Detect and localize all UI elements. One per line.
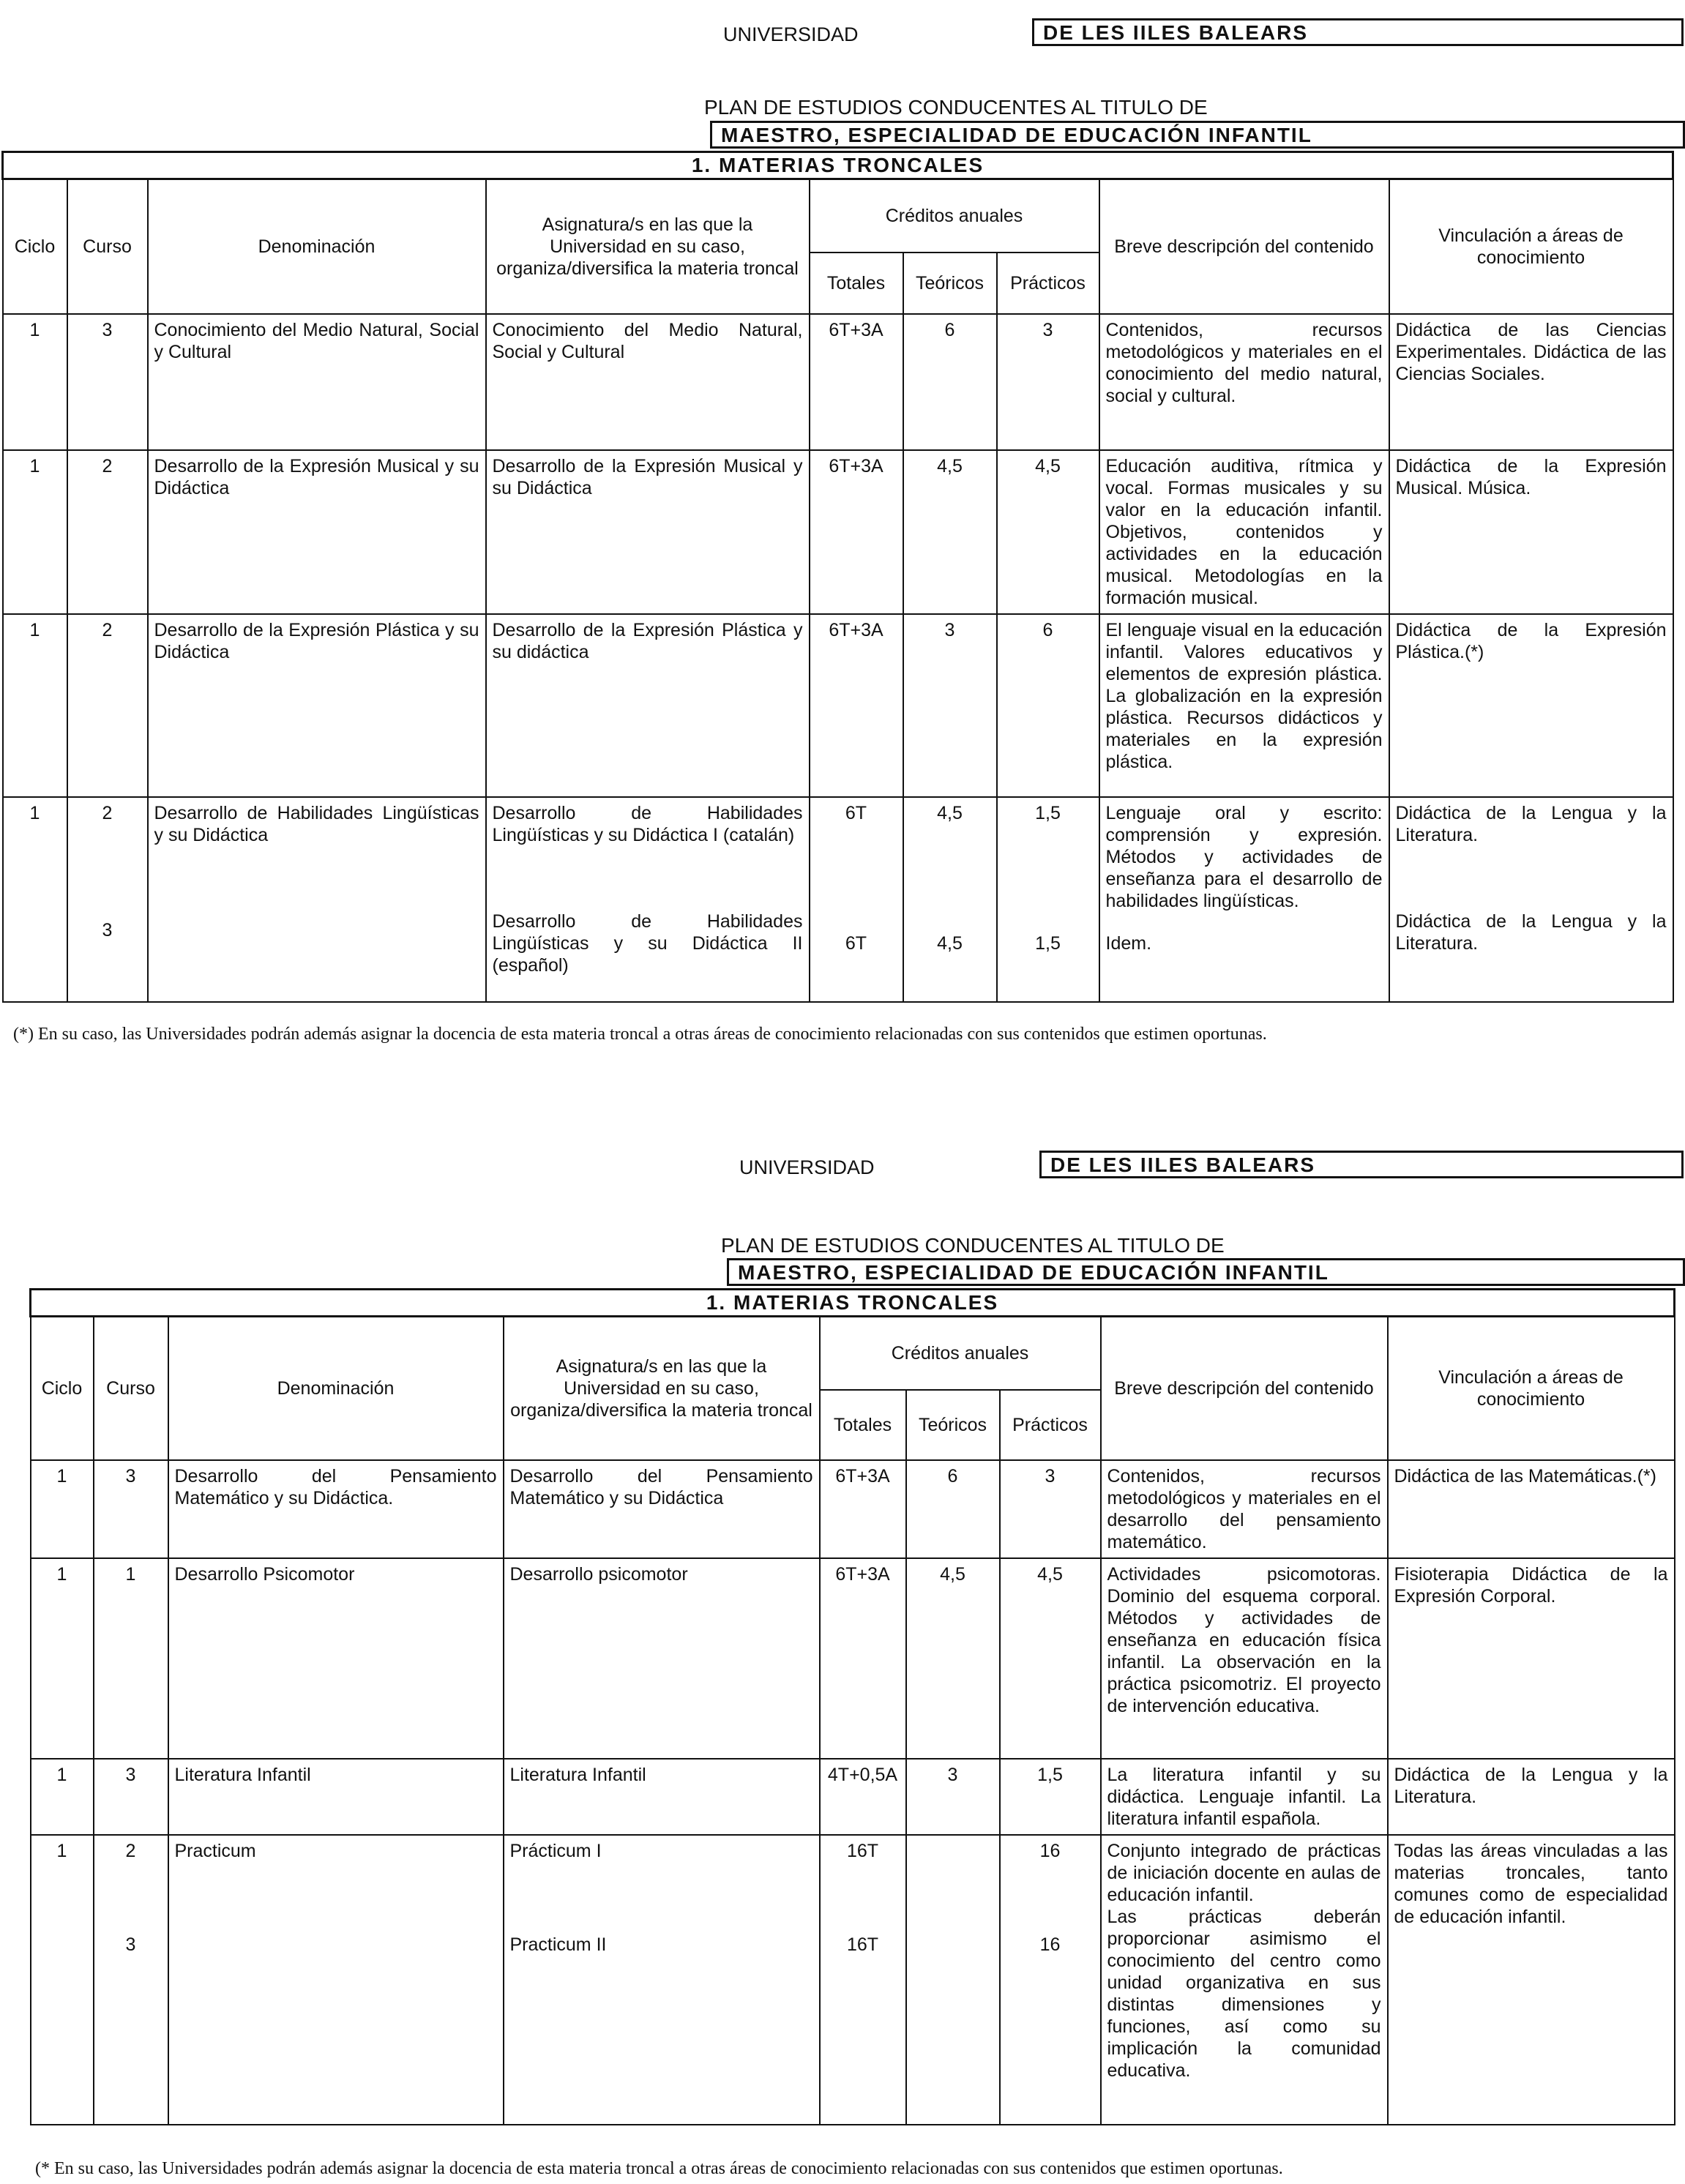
table-row bbox=[3, 797, 1673, 1002]
cell-denominacion: Desarrollo de Habilidades Lingüísticas y su Didáctica bbox=[148, 797, 486, 1002]
header-ciclo: Ciclo bbox=[31, 1317, 94, 1460]
cell-curso-sub: 3 bbox=[125, 1934, 136, 1955]
cell-practicos: 1,5 bbox=[1000, 1759, 1101, 1835]
cell-practicos-sub: 1,5 bbox=[1035, 932, 1061, 954]
cell-asignatura: Conocimiento del Medio Natural, Social y Cultural bbox=[486, 314, 810, 450]
university-name-box: DE LES IILES BALEARS bbox=[1032, 18, 1684, 46]
cell-totales: 6T+3A bbox=[820, 1460, 906, 1558]
cell-asignatura-main: Desarrollo de Habilidades Lingüísticas y su Didáctica I (catalán) bbox=[492, 802, 803, 845]
cell-asignatura bbox=[486, 797, 810, 1002]
troncales-table bbox=[1, 151, 1674, 1003]
cell-ciclo: 1 bbox=[3, 614, 67, 797]
header-denominacion: Denominación bbox=[148, 179, 486, 314]
cell-asignatura-sub: Practicum II bbox=[509, 1934, 607, 1955]
cell-teoricos: 3 bbox=[906, 1759, 1000, 1835]
cell-asignatura: Desarrollo de la Expresión Musical y su Didáctica bbox=[486, 450, 810, 614]
cell-descripcion: Contenidos, recursos metodológicos y materiales en el desarrollo del pensamiento matemático. bbox=[1101, 1460, 1388, 1558]
header-asignatura: Asignatura/s en las que la Universidad en su caso, organiza/diversifica la materia troncal bbox=[486, 179, 810, 314]
header-descripcion: Breve descripción del contenido bbox=[1101, 1317, 1388, 1460]
cell-curso: 2 bbox=[67, 614, 148, 797]
cell-curso bbox=[67, 797, 148, 1002]
plan-title-box: MAESTRO, ESPECIALIDAD DE EDUCACIÓN INFANTIL bbox=[727, 1258, 1685, 1286]
cell-curso-sub: 3 bbox=[102, 919, 113, 940]
cell-denominacion: Desarrollo de la Expresión Plástica y su Didáctica bbox=[148, 614, 486, 797]
cell-descripcion-sub: Idem. bbox=[1105, 932, 1152, 954]
cell-denominacion: Practicum bbox=[168, 1835, 504, 2125]
header-descripcion: Breve descripción del contenido bbox=[1099, 179, 1389, 314]
cell-descripcion: Educación auditiva, rítmica y vocal. Formas musicales y su valor en la educación infantil. Objetivos, contenidos y actividades en la educación musical. Metodologías en la formación musical. bbox=[1099, 450, 1389, 614]
cell-totales-main: 16T bbox=[846, 1840, 879, 1861]
cell-ciclo: 1 bbox=[3, 450, 67, 614]
footnote: (*) En su caso, las Universidades podrán además asignar la docencia de esta materia troncal a otras áreas de conocimiento relacionadas con sus contenidos que estimen oportunas. bbox=[13, 1025, 1267, 1044]
cell-practicos: 3 bbox=[997, 314, 1099, 450]
cell-totales: 6T+3A bbox=[810, 314, 903, 450]
header-vinculacion: Vinculación a áreas de conocimiento bbox=[1389, 179, 1673, 314]
cell-curso bbox=[94, 1835, 168, 2125]
cell-denominacion: Desarrollo de la Expresión Musical y su Didáctica bbox=[148, 450, 486, 614]
cell-totales: 6T+3A bbox=[820, 1558, 906, 1759]
cell-practicos: 3 bbox=[1000, 1460, 1101, 1558]
cell-descripcion: Contenidos, recursos metodológicos y materiales en el conocimiento del medio natural, social y cultural. bbox=[1099, 314, 1389, 450]
header-totales: Totales bbox=[820, 1390, 906, 1460]
cell-totales bbox=[810, 797, 903, 1002]
header-teoricos: Teóricos bbox=[906, 1390, 1000, 1460]
section-title: 1. MATERIAS TRONCALES bbox=[3, 152, 1673, 179]
cell-asignatura: Desarrollo psicomotor bbox=[504, 1558, 820, 1759]
plan-title-box: MAESTRO, ESPECIALIDAD DE EDUCACIÓN INFANTIL bbox=[710, 121, 1685, 149]
table-row bbox=[3, 450, 1673, 614]
table-row bbox=[31, 1460, 1675, 1558]
cell-ciclo: 1 bbox=[31, 1759, 94, 1835]
cell-teoricos: 6 bbox=[903, 314, 997, 450]
cell-curso: 3 bbox=[94, 1460, 168, 1558]
table-row bbox=[31, 1759, 1675, 1835]
cell-teoricos: 4,5 bbox=[903, 450, 997, 614]
cell-asignatura: Desarrollo de la Expresión Plástica y su didáctica bbox=[486, 614, 810, 797]
cell-vinculacion-main: Didáctica de la Lengua y la Literatura. bbox=[1395, 802, 1667, 845]
cell-ciclo: 1 bbox=[31, 1460, 94, 1558]
cell-practicos: 4,5 bbox=[997, 450, 1099, 614]
plan-label: PLAN DE ESTUDIOS CONDUCENTES AL TITULO DE bbox=[721, 1234, 1225, 1257]
cell-vinculacion: Didáctica de las Ciencias Experimentales. Didáctica de las Ciencias Sociales. bbox=[1389, 314, 1673, 450]
cell-asignatura bbox=[504, 1835, 820, 2125]
cell-practicos: 6 bbox=[997, 614, 1099, 797]
cell-denominacion: Literatura Infantil bbox=[168, 1759, 504, 1835]
cell-vinculacion: Didáctica de la Expresión Plástica.(*) bbox=[1389, 614, 1673, 797]
header-teoricos: Teóricos bbox=[903, 253, 997, 314]
cell-teoricos: 3 bbox=[903, 614, 997, 797]
header-denominacion: Denominación bbox=[168, 1317, 504, 1460]
cell-vinculacion bbox=[1389, 797, 1673, 1002]
cell-practicos: 4,5 bbox=[1000, 1558, 1101, 1759]
cell-curso-main: 2 bbox=[125, 1840, 136, 1861]
cell-vinculacion bbox=[1388, 1835, 1675, 2125]
cell-denominacion: Conocimiento del Medio Natural, Social y Cultural bbox=[148, 314, 486, 450]
cell-descripcion-sub: Las prácticas deberán proporcionar asimismo el conocimiento del centro como unidad organizativa en sus distintas dimensiones y funciones, así como su implicación la comunidad educativa. bbox=[1107, 1906, 1381, 2081]
cell-asignatura: Desarrollo del Pensamiento Matemático y su Didáctica bbox=[504, 1460, 820, 1558]
header-creditos: Créditos anuales bbox=[810, 179, 1099, 253]
cell-asignatura-main: Prácticum I bbox=[509, 1840, 602, 1861]
cell-practicos bbox=[1000, 1835, 1101, 2125]
cell-descripcion bbox=[1099, 797, 1389, 1002]
cell-practicos-sub: 16 bbox=[1039, 1934, 1061, 1955]
header-creditos: Créditos anuales bbox=[820, 1317, 1101, 1390]
cell-vinculacion-main: Todas las áreas vinculadas a las materias troncales, tanto comunes como de especialidad de educación infantil. bbox=[1394, 1840, 1668, 1927]
cell-descripcion-main: Lenguaje oral y escrito: comprensión y expresión. Métodos y actividades de enseñanza para el desarrollo de habilidades lingüísticas. bbox=[1105, 802, 1383, 911]
cell-descripcion bbox=[1101, 1835, 1388, 2125]
cell-ciclo: 1 bbox=[31, 1558, 94, 1759]
cell-totales: 4T+0,5A bbox=[820, 1759, 906, 1835]
header-practicos: Prácticos bbox=[997, 253, 1099, 314]
cell-asignatura-sub: Desarrollo de Habilidades Lingüísticas y su Didáctica II (español) bbox=[492, 910, 803, 976]
cell-curso: 2 bbox=[67, 450, 148, 614]
cell-descripcion: Actividades psicomotoras. Dominio del esquema corporal. Métodos y actividades de enseñanza en educación física infantil. La observación en la práctica psicomotriz. El proyecto de intervención educativa. bbox=[1101, 1558, 1388, 1759]
cell-vinculacion: Fisioterapia Didáctica de la Expresión Corporal. bbox=[1388, 1558, 1675, 1759]
cell-curso: 1 bbox=[94, 1558, 168, 1759]
university-label: UNIVERSIDAD bbox=[739, 1156, 875, 1178]
header-curso: Curso bbox=[94, 1317, 168, 1460]
cell-teoricos-main: 4,5 bbox=[937, 802, 963, 823]
cell-vinculacion: Didáctica de la Expresión Musical. Música. bbox=[1389, 450, 1673, 614]
troncales-table bbox=[29, 1288, 1675, 2125]
table-row bbox=[31, 1558, 1675, 1759]
cell-ciclo: 1 bbox=[3, 314, 67, 450]
header-totales: Totales bbox=[810, 253, 903, 314]
header-ciclo: Ciclo bbox=[3, 179, 67, 314]
cell-totales: 6T+3A bbox=[810, 450, 903, 614]
cell-asignatura: Literatura Infantil bbox=[504, 1759, 820, 1835]
plan-label: PLAN DE ESTUDIOS CONDUCENTES AL TITULO DE bbox=[704, 96, 1208, 119]
cell-descripcion-main: Conjunto integrado de prácticas de iniciación docente en aulas de educación infantil. bbox=[1107, 1840, 1381, 1905]
cell-practicos bbox=[997, 797, 1099, 1002]
university-name-box: DE LES IILES BALEARS bbox=[1039, 1151, 1684, 1178]
cell-totales-sub: 16T bbox=[846, 1934, 879, 1955]
cell-teoricos bbox=[906, 1835, 1000, 2125]
table-row bbox=[3, 614, 1673, 797]
cell-descripcion: La literatura infantil y su didáctica. Lenguaje infantil. La literatura infantil española. bbox=[1101, 1759, 1388, 1835]
university-label: UNIVERSIDAD bbox=[723, 23, 859, 45]
cell-ciclo: 1 bbox=[31, 1835, 94, 2125]
cell-denominacion: Desarrollo del Pensamiento Matemático y su Didáctica. bbox=[168, 1460, 504, 1558]
cell-teoricos: 4,5 bbox=[906, 1558, 1000, 1759]
cell-totales-main: 6T bbox=[845, 802, 867, 823]
cell-practicos-main: 16 bbox=[1039, 1840, 1061, 1861]
cell-practicos-main: 1,5 bbox=[1035, 802, 1061, 823]
cell-totales-sub: 6T bbox=[845, 932, 867, 954]
table-row bbox=[31, 1835, 1675, 2125]
cell-ciclo: 1 bbox=[3, 797, 67, 1002]
section-title: 1. MATERIAS TRONCALES bbox=[31, 1290, 1675, 1317]
header-practicos: Prácticos bbox=[1000, 1390, 1101, 1460]
cell-teoricos bbox=[903, 797, 997, 1002]
cell-curso: 3 bbox=[67, 314, 148, 450]
header-vinculacion: Vinculación a áreas de conocimiento bbox=[1388, 1317, 1675, 1460]
cell-vinculacion-sub: Didáctica de la Lengua y la Literatura. bbox=[1395, 910, 1667, 954]
cell-teoricos-sub: 4,5 bbox=[937, 932, 963, 954]
table-row bbox=[3, 314, 1673, 450]
header-asignatura: Asignatura/s en las que la Universidad en su caso, organiza/diversifica la materia troncal bbox=[504, 1317, 820, 1460]
footnote: (* En su caso, las Universidades podrán además asignar la docencia de esta materia troncal a otras áreas de conocimiento relacionadas con sus contenidos que estimen oportunas. bbox=[35, 2159, 1283, 2178]
cell-totales bbox=[820, 1835, 906, 2125]
cell-descripcion: El lenguaje visual en la educación infantil. Valores educativos y elementos de expresión plástica. La globalización en la expresión plástica. Recursos didácticos y materiales en la expresión plástica. bbox=[1099, 614, 1389, 797]
cell-curso: 3 bbox=[94, 1759, 168, 1835]
cell-denominacion: Desarrollo Psicomotor bbox=[168, 1558, 504, 1759]
cell-vinculacion: Didáctica de las Matemáticas.(*) bbox=[1388, 1460, 1675, 1558]
cell-vinculacion: Didáctica de la Lengua y la Literatura. bbox=[1388, 1759, 1675, 1835]
cell-curso-main: 2 bbox=[102, 802, 113, 823]
header-curso: Curso bbox=[67, 179, 148, 314]
cell-totales: 6T+3A bbox=[810, 614, 903, 797]
cell-teoricos: 6 bbox=[906, 1460, 1000, 1558]
